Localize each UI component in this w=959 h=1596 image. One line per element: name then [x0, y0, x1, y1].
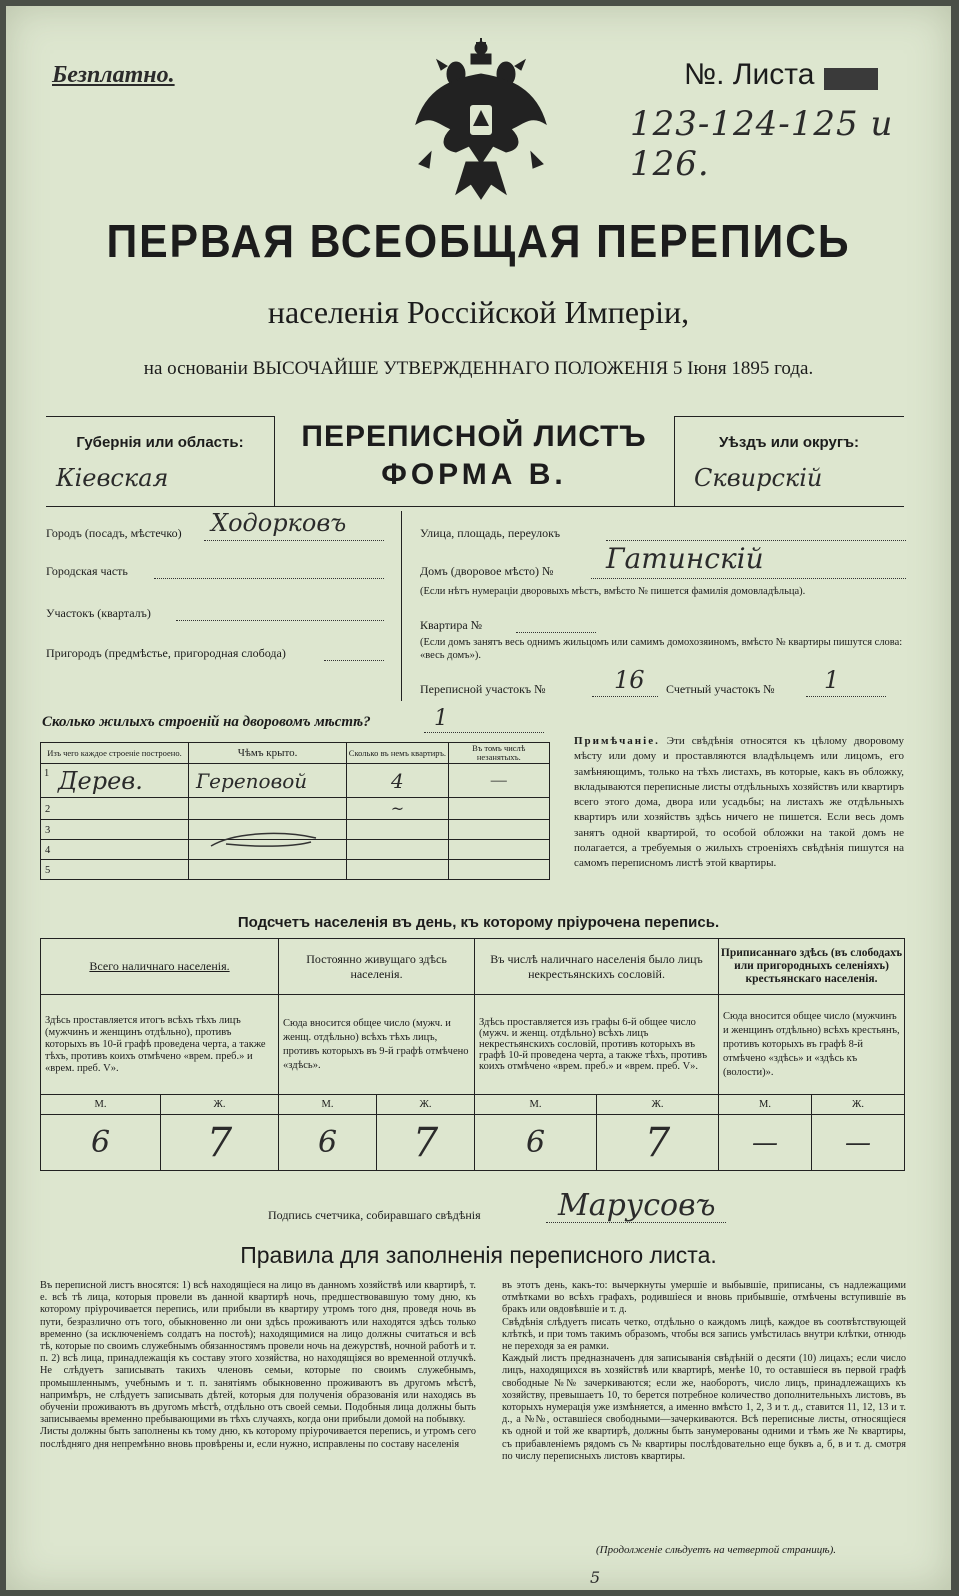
row-number: 2: [45, 803, 51, 815]
permanent-female-value: 7: [377, 1115, 475, 1171]
col-peasant-desc: Сюда вносится общее число (мужчинъ и женщинъ отдѣльно) всѣхъ крестьянъ, противъ которыхъ въ графѣ 8-й отмѣчено «здѣсь» и «здѣсь къ (волости)».: [719, 995, 905, 1095]
census-sheet: [6, 6, 951, 1590]
street-label: Улица, площадь, переулокъ: [420, 526, 561, 540]
buildings-table: [40, 742, 550, 880]
buildings-header-vacant: Въ томъ числѣ незанятыхъ.: [448, 743, 549, 764]
count-district-label: Счетный участокъ №: [666, 682, 775, 696]
form-type: ФОРМА В.: [381, 458, 567, 491]
buildings-note: Примѣчаніе. Эти свѣдѣнія относятся къ цѣлому дворовому мѣсту или дому и проставляются владѣльцемъ или лицомъ, его замѣняющимъ, только на тѣхъ листахъ, въ которые, какъ въ обложку, вкладываются переписные листы отдѣльныхъ хозяйствъ или квартиръ всего этого дома, двора или усадьбы; на листахъ же отдѣльныхъ квартиръ или хозяйствъ здѣсь ничего не пишется. Если весь домъ занятъ одной квартирой, то особой обложки на такой домъ не полагается, а требуемыя о жилыхъ строеніяхъ свѣдѣнія пишутся на самомъ переписномъ листѣ этой квартиры.: [574, 735, 904, 870]
signature-value: Марусовъ: [558, 1188, 716, 1223]
col-nonpeasant-title: Въ числѣ наличнаго населенія было лицъ некрестьянскихъ сословій.: [475, 939, 719, 995]
buildings-answer: 1: [434, 706, 448, 731]
uezd-value: Сквирскій: [694, 464, 823, 492]
stamp-mark: [824, 68, 878, 90]
peasant-female-value: —: [812, 1115, 905, 1171]
imperial-eagle-icon: [411, 34, 551, 204]
row-number: 4: [45, 844, 51, 856]
rules-right-column: въ этотъ день, какъ-то: вычеркнуты умершіе и выбывшіе, приписаны, съ надлежащими отмѣтками во всѣхъ графахъ, родившіеся и вновь прибывшіе, отмѣчены вступившіе въ бракъ или овдовѣвшіе и т. д. Свѣдѣнія слѣдуетъ писать четко, отдѣльно о каждомъ лицѣ, каждое въ соотвѣтствующей клѣткѣ, и при томъ такимъ образомъ, чтобы вся запись умѣстилась внутри клѣтки, отнюдь не переходя за ея рамки. Каждый листъ предназначенъ для записыванія свѣдѣній о десяти (10) лицахъ; если число лицъ, находящихся въ хозяйствѣ или квартирѣ, менѣе 10, то оставшіеся въ первой графѣ свободные №№ зачеркиваются; если же, наоборотъ, число лицъ, принадлежащихъ къ хозяйству, превышаетъ 10, то берется потребное количество дополнительныхъ листовъ, въ которыхъ нумерація уже измѣняется, а именно вмѣсто 1, 2, 3 и т. д., ставится 11, 12, 13 и т. д., а №№, оставшіеся свободными—зачеркиваются. Всѣ переписные листы, относящіеся къ одной и той же квартирѣ, должны быть занумерованы одними и тѣмъ же № квартиры, съ прибавленіемъ рядомъ съ № квартиры послѣдовательно еще буквъ а, б, в и т. д. смотря по числу переписныхъ листовъ квартиры.: [502, 1280, 906, 1462]
house-label: Домъ (дворовое мѣсто) №: [420, 564, 554, 578]
female-header: Ж.: [597, 1095, 719, 1115]
census-district-label: Переписной участокъ №: [420, 682, 546, 696]
roof-cell: Гереповой: [195, 768, 308, 793]
house-value: Гатинскій: [606, 542, 764, 575]
city-label: Городъ (посадъ, мѣстечко): [46, 526, 182, 540]
male-header: М.: [719, 1095, 812, 1115]
table-row: 2 ~: [41, 798, 550, 820]
apartment-label: Квартира №: [420, 618, 483, 632]
page-subtitle: населенія Россійской Имперіи,: [267, 294, 690, 330]
city-part-label: Городская часть: [46, 564, 128, 578]
col-total-desc: Здѣсь проставляется итогъ всѣхъ тѣхъ лицъ (мужчинъ и женщинъ отдѣльно), противъ которыхъ въ 10-й графѣ проведена черта, а также тѣхъ, противъ коихъ отмѣчено «врем. преб.» и «врем. преб. V».: [41, 995, 279, 1095]
col-nonpeasant-desc: Здѣсь проставляется изъ графы 6-й общее число (мужч. и женщ. отдѣльно) всѣхъ лицъ некрестьянскихъ сословій, противъ которыхъ въ графѣ 10-й проведена черта, а также тѣхъ, противъ коихъ отмѣчено «врем. преб.» и «врем. преб. V».: [475, 995, 719, 1095]
apts-cell: 4: [391, 768, 404, 793]
population-count-table: [40, 938, 905, 1171]
table-row: [41, 764, 550, 798]
row-number: 3: [45, 824, 51, 836]
uezd-label: Уѣздъ или округъ:: [718, 434, 860, 451]
row-number: 1: [44, 768, 50, 779]
material-cell: Дерев.: [58, 766, 143, 795]
row-number: 5: [45, 864, 51, 876]
apartment-note: (Если домъ занятъ весь однимъ жильцомъ или самимъ домохозяиномъ, вмѣсто № квартиры пишутся слова: «весь домъ»).: [420, 637, 903, 661]
permanent-male-value: 6: [279, 1115, 377, 1171]
signature-label: Подпись счетчика, собиравшаго свѣдѣнія: [268, 1208, 481, 1222]
continued-note: (Продолженіе слѣдуетъ на четвертой страницѣ).: [596, 1544, 836, 1556]
census-district-value: 16: [614, 666, 645, 694]
rules-left-column: Въ переписной листъ вносятся: 1) всѣ находящіеся на лицо въ данномъ хозяйствѣ или квартирѣ, т. е. всѣ тѣ лица, которыя провели въ данной квартирѣ ночь, предшествовавшую тому дню, къ которому пріурочивается перепись, или прибыли въ квартиру утромъ того дня, проведя ночь въ пути, безразлично отъ того, обыкновенно ли они здѣсь проживаютъ или находятся здѣсь только временно (за исключеніемъ солдатъ на постоѣ); находящимися на лицо должны считаться и всѣ тѣ, которые по своимъ служебнымъ обязанностямъ провели ночь на дежурствѣ, ночной работѣ и т. п. 2) всѣ лица, принадлежащія къ составу этого хозяйства, но находящіяся во временной отлучкѣ. Не слѣдуетъ записывать такихъ членовъ семьи, которые по своимъ служебнымъ, промышленнымъ, учебнымъ и т. п. занятіямъ обыкновенно проживаютъ въ другомъ мѣстѣ, напримѣръ, не слѣдуетъ записывать дѣтей, которыя для полученія образованія или находясь въ обученіи проживаютъ въ другомъ мѣстѣ, отдѣльно отъ своей семьи. Подобныя лица должны быть записываемы временно пребывающими въ тѣхъ случаяхъ, когда они прибыли домой на побывку. Листы должны быть заполнены къ тому дню, къ которому пріурочивается перепись, и утромъ сего послѣдняго дня непремѣнно вновь провѣрены и, если нужно, исправлены по составу населенія: [40, 1280, 476, 1450]
buildings-header-apts: Сколько въ немъ квартиръ.: [347, 743, 448, 764]
basis-line: на основаніи ВЫСОЧАЙШЕ УТВЕРЖДЕННАГО ПОЛОЖЕНІЯ 5 Іюня 1895 года.: [143, 358, 814, 379]
sheet-numbers: 123-124-125 и 126.: [630, 104, 894, 184]
female-header: Ж.: [377, 1095, 475, 1115]
total-male-value: 6: [41, 1115, 161, 1171]
sheet-no-label: №. Листа: [684, 58, 815, 91]
gubernia-label: Губернія или область:: [76, 434, 244, 451]
buildings-question: Сколько жилыхъ строеній на дворовомъ мѣстѣ?: [42, 714, 371, 730]
col-permanent-desc: Сюда вносится общее число (мужч. и женщ. отдѣльно) всѣхъ тѣхъ лицъ, противъ которыхъ въ 9-й графѣ отмѣчено «здѣсь».: [279, 995, 475, 1095]
peasant-male-value: —: [719, 1115, 812, 1171]
male-header: М.: [475, 1095, 597, 1115]
count-district-value: 1: [824, 666, 840, 694]
gubernia-value: Кіевская: [56, 464, 169, 492]
free-label: Безплатно.: [52, 62, 175, 88]
total-female-value: 7: [161, 1115, 279, 1171]
table-row: [41, 860, 550, 880]
buildings-header-roof: Чѣмъ крыто.: [188, 743, 346, 764]
female-header: Ж.: [161, 1095, 279, 1115]
count-heading: Подсчетъ населенія въ день, къ которому пріурочена перепись.: [237, 914, 720, 931]
buildings-header-material: Изъ чего каждое строеніе построено.: [41, 743, 189, 764]
suburb-label: Пригородъ (предмѣстье, пригородная слобода): [46, 646, 286, 660]
col-total-title: Всего наличнаго населенія.: [41, 939, 279, 995]
rules-heading: Правила для заполненія переписного листа.: [240, 1242, 717, 1268]
col-peasant-title: Приписаннаго здѣсь (въ слободахъ или пригородныхъ селеніяхъ) крестьянскаго населенія.: [719, 939, 905, 995]
form-title: ПЕРЕПИСНОЙ ЛИСТЪ: [301, 420, 647, 453]
female-header: Ж.: [812, 1095, 905, 1115]
male-header: М.: [279, 1095, 377, 1115]
male-header: М.: [41, 1095, 161, 1115]
city-value: Ходорковъ: [211, 509, 347, 537]
district-label: Участокъ (кварталъ): [46, 606, 151, 620]
col-permanent-title: Постоянно живущаго здѣсь населенія.: [279, 939, 475, 995]
page-title: ПЕРВАЯ ВСЕОБЩАЯ ПЕРЕПИСЬ: [106, 215, 851, 267]
vacant-cell: —: [490, 771, 507, 789]
house-note: (Если нѣтъ нумераціи дворовыхъ мѣстъ, вмѣсто № пишется фамилія домовладѣльца).: [420, 586, 806, 597]
page-mark: 5: [590, 1568, 601, 1587]
nonpeasant-female-value: 7: [597, 1115, 719, 1171]
nonpeasant-male-value: 6: [475, 1115, 597, 1171]
crossed-out-mark: [206, 826, 326, 856]
